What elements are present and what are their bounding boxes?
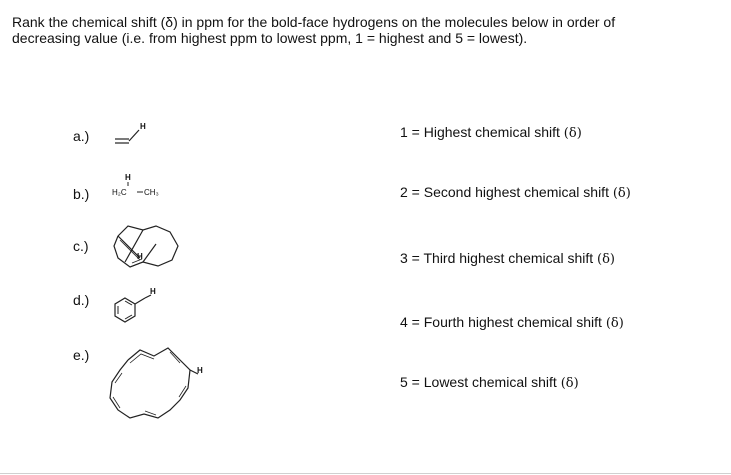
- rank-4-delta: (δ): [605, 316, 624, 331]
- rank-5-delta: (δ): [560, 376, 579, 391]
- molecule-b-h: H: [125, 173, 131, 182]
- molecule-d-h: H: [150, 287, 156, 296]
- question-line-1: Rank the chemical shift (δ) in ppm for the bold-face hydrogens on the molecules below in order of: [12, 14, 616, 30]
- molecule-a-ethylene-structure: [112, 118, 162, 148]
- molecule-e-annulene-structure: [100, 338, 215, 428]
- molecule-a-label: a.): [73, 128, 90, 144]
- rank-2-delta: (δ): [612, 186, 631, 201]
- molecule-c-label: c.): [73, 238, 89, 254]
- molecule-a-h: H: [140, 122, 146, 131]
- rank-1-delta: (δ): [563, 126, 582, 141]
- molecule-c-h: H: [137, 252, 143, 261]
- rank-3-text: 3 = Third highest chemical shift (δ): [400, 250, 615, 267]
- rank-3-delta: (δ): [597, 252, 615, 267]
- molecule-b-label: b.): [73, 186, 90, 202]
- question-text: [12, 14, 724, 46]
- molecule-e-h: H: [197, 366, 203, 375]
- molecule-b-ethyl-structure: [110, 170, 170, 202]
- rank-2-text: 2 = Second highest chemical shift (δ): [400, 184, 631, 201]
- molecule-e-label: e.): [73, 347, 90, 363]
- molecule-c-bridged-annulene-structure: [110, 222, 185, 274]
- rank-1-text: 1 = Highest chemical shift (δ): [400, 124, 582, 141]
- molecule-d-benzaldehyde-structure: [110, 284, 165, 328]
- rank-5-text: 5 = Lowest chemical shift (δ): [400, 374, 579, 391]
- molecule-b-formula-left: H₂C: [112, 188, 127, 197]
- molecule-b-formula-right: CH₃: [144, 188, 159, 197]
- rank-4-text: 4 = Fourth highest chemical shift (δ): [400, 314, 624, 331]
- page-divider: [0, 473, 731, 474]
- question-line-2: decreasing value (i.e. from highest ppm to lowest ppm, 1 = highest and 5 = lowest).: [12, 30, 528, 46]
- molecule-d-label: d.): [73, 292, 90, 308]
